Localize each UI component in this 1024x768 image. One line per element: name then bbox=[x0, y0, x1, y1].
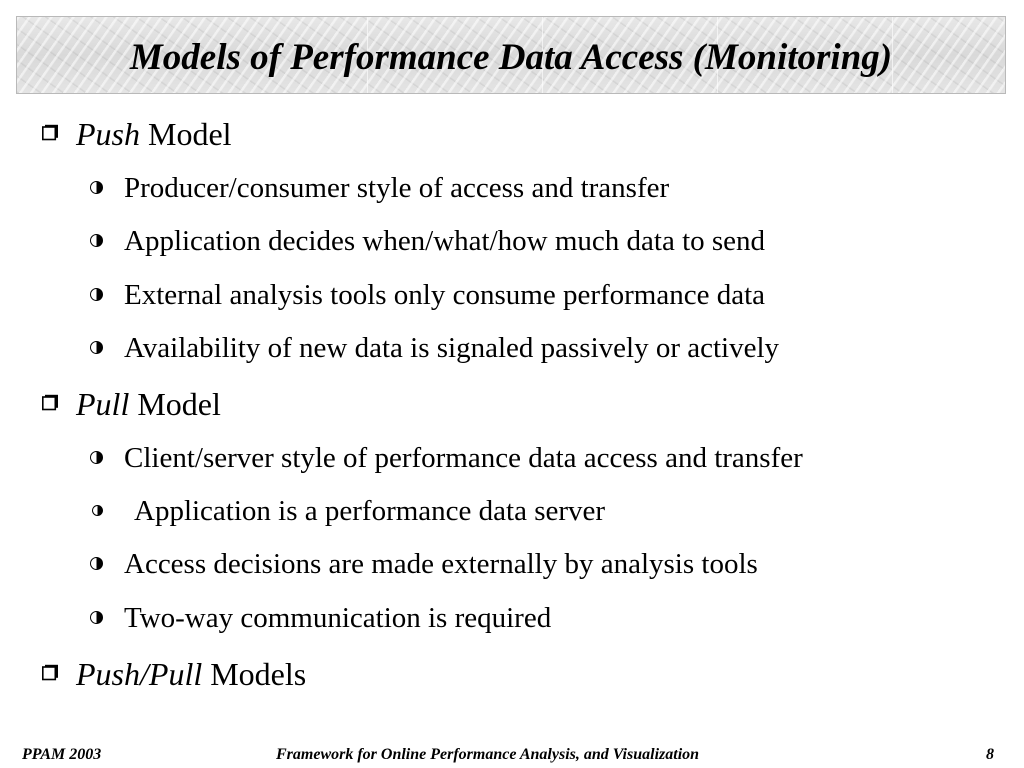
sub-bullet-text: Two-way communication is required bbox=[124, 602, 552, 634]
half-filled-circle-icon bbox=[90, 288, 103, 301]
hollow-square-shadow-icon bbox=[42, 664, 59, 681]
half-filled-circle-icon bbox=[90, 451, 103, 464]
sub-bullet-text: Availability of new data is signaled passively or actively bbox=[124, 332, 780, 364]
half-filled-circle-icon bbox=[90, 611, 103, 624]
hollow-square-shadow-icon bbox=[42, 124, 59, 141]
half-filled-circle-icon bbox=[90, 234, 103, 247]
sub-bullet-text: Application is a performance data server bbox=[134, 495, 606, 527]
bullet-label: Model bbox=[140, 116, 232, 152]
half-filled-circle-icon bbox=[90, 181, 103, 194]
sub-bullet-text: Client/server style of performance data access and transfer bbox=[124, 442, 803, 474]
half-filled-circle-icon bbox=[90, 341, 103, 354]
sub-bullet-text: Producer/consumer style of access and transfer bbox=[124, 172, 670, 204]
bullet-label: Models bbox=[202, 656, 307, 692]
footer-page-number: 8 bbox=[986, 746, 994, 763]
sub-bullet-text: Application decides when/what/how much data to send bbox=[124, 225, 766, 257]
bullet-emphasis: Pull bbox=[76, 386, 130, 422]
half-filled-circle-icon bbox=[92, 505, 103, 516]
hollow-square-shadow-icon bbox=[42, 394, 59, 411]
sub-bullet-text: Access decisions are made externally by analysis tools bbox=[124, 548, 758, 580]
footer-conference: PPAM 2003 bbox=[22, 746, 102, 763]
footer-presentation-title: Framework for Online Performance Analysis, and Visualization bbox=[276, 746, 700, 763]
sub-bullet-text: External analysis tools only consume performance data bbox=[124, 279, 766, 311]
bullet-label: Model bbox=[129, 386, 221, 422]
half-filled-circle-icon bbox=[90, 557, 103, 570]
bullet-emphasis: Push bbox=[76, 116, 140, 152]
bullet-emphasis: Push/Pull bbox=[76, 656, 203, 692]
slide-title: Models of Performance Data Access (Monitoring) bbox=[129, 37, 893, 78]
